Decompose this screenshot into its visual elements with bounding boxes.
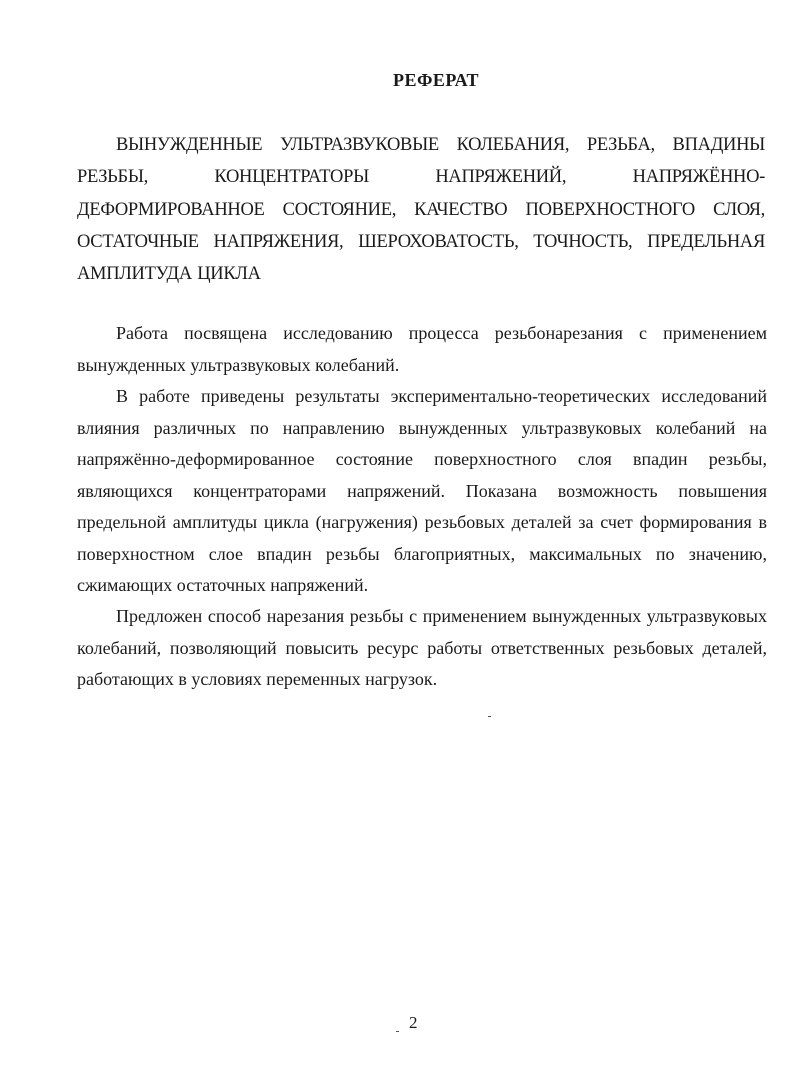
scan-speck — [488, 716, 491, 717]
page-title: РЕФЕРАТ — [392, 70, 480, 90]
paragraph-text: Работа посвящена исследованию процесса резьбонарезания с применением вынужденных ультразвуковых колебаний. — [77, 323, 767, 375]
abstract-paragraph-3 — [77, 601, 767, 696]
paragraph-text: Предложен способ нарезания резьбы с применением вынужденных ультразвуковых колебаний, позволяющий повысить ресурс работы ответственных резьбовых деталей, работающих в условиях переменных нагрузок. — [77, 606, 767, 689]
paragraph-text: В работе приведены результаты экспериментально-теоретических исследований влияния различных по направлению вынужденных ультразвуковых колебаний на напряжённо-деформированное состояние поверхностного слоя впадин резьбы, являющихся концентраторами напряжений. Показана возможность повышения предельной амплитуды цикла (нагружения) резьбовых деталей за счет формирования в поверхностном слое впадин резьбы благоприятных, максимальных по значению, сжимающих остаточных напряжений. — [77, 386, 767, 595]
abstract-paragraph-1 — [77, 318, 767, 381]
abstract-paragraph-2 — [77, 381, 767, 602]
keywords-block: ВЫНУЖДЕННЫЕ УЛЬТРАЗВУКОВЫЕ КОЛЕБАНИЯ, РЕЗЬБА, ВПАДИНЫ РЕЗЬБЫ, КОНЦЕНТРАТОРЫ НАПРЯЖЕНИЙ, НАПРЯЖЁННО-ДЕФОРМИРОВАННОЕ СОСТОЯНИЕ, КАЧЕСТВО ПОВЕРХНОСТНОГО СЛОЯ, ОСТАТОЧНЫЕ НАПРЯЖЕНИЯ, ШЕРОХОВАТОСТЬ, ТОЧНОСТЬ, ПРЕДЕЛЬНАЯ АМПЛИТУДА ЦИКЛА — [77, 135, 765, 285]
page-number: 2 — [409, 1013, 418, 1032]
scan-speck — [396, 1031, 399, 1032]
